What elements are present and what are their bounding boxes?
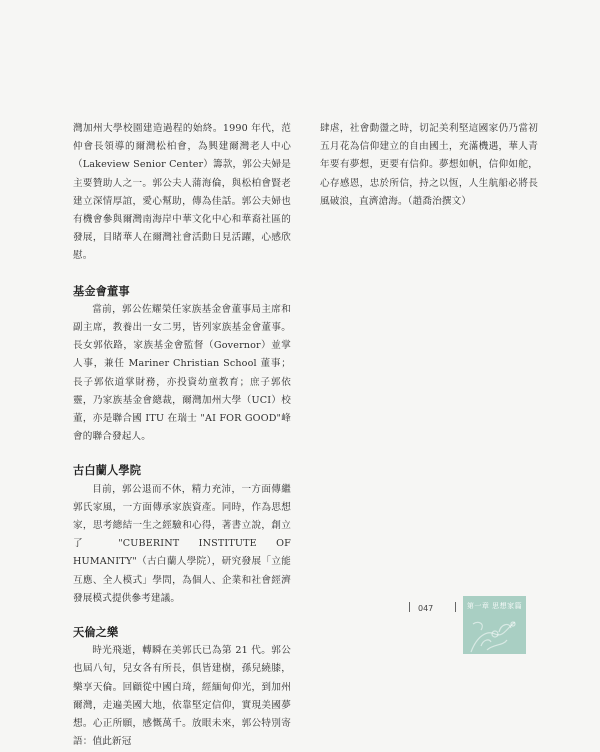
section-heading: 古白蘭人學院	[73, 464, 142, 478]
section-paragraph: 時光飛逝，轉瞬在美郭氏已為第 21 代。郭公也屆八旬，兒女各有所長，俱皆建樹，孫兒繞膝，樂享天倫。回顧從中國白琦，經緬甸仰光，到加州爾灣，走遍美國大地，依靠堅定信仰，實現美國夢想。心正所願，感慨萬千。放眼未來，郭公特別寄語：值此新冠	[73, 645, 291, 748]
chapter-tab	[463, 596, 526, 654]
section-paragraph: 當前，郭公佐耀榮任家族基金會董事局主席和副主席，教養出一女二男，皆列家族基金會董事。長女郭依路，家族基金會監督（Governor）並掌人事，兼任 Mariner Christian School 董事；長子郭依道掌財務，亦投資幼童教育；庶子郭依靈，乃家族基金會總裁，爾灣加州大學（UCI）校董，亦是聯合國 ITU 在瑞士 "AI FOR GOOD"峰會的聯合發起人。	[73, 303, 291, 443]
divider	[455, 602, 456, 612]
continuation-paragraph: 肆虐，社會動盪之時，切記美利堅這國家仍乃當初五月花為信仰建立的自由國土，充滿機遇，華人青年要有夢想，更要有信仰。夢想如帆，信仰如舵，心存感恩，忠於所信，持之以恆，人生航船必將長風破浪，直濟滄海。（趙喬治撰文）	[320, 123, 538, 207]
right-column	[320, 120, 538, 211]
floral-ornament-icon	[463, 612, 526, 654]
section-heading: 基金會董事	[73, 284, 130, 298]
intro-paragraph: 灣加州大學校園建造過程的始終。1990 年代，范仲會長領導的爾灣松柏會，為興建爾灣老人中心（Lakeview Senior Center）籌款，郭公夫婦是主要贊助人之一。郭公夫人蒲海倫，與松柏會賢老建立深情厚誼，愛心幫助，傳為佳話。郭公夫婦也有機會參與爾灣南海岸中華文化中心和華裔社區的發展，目睹華人在爾灣社會活動日見活躍，心感欣慰。	[73, 123, 291, 262]
divider	[409, 602, 410, 612]
page-number: 047	[418, 604, 434, 613]
section-paragraph: 目前，郭公退而不休，精力充沛，一方面傳繼郭氏家風，一方面傳承家族資產。同時，作為思想家，思考總結一生之經驗和心得，著書立說，創立了 "CUBERINT INSTITUTE OF HUMANITY"（古白蘭人學院），研究發展「立能互應、全人模式」學問，為個人、企業和社會經濟發展模式提供參考建議。	[73, 483, 291, 604]
section-heading: 天倫之樂	[73, 626, 119, 640]
left-column	[73, 120, 291, 752]
chapter-label: 第一章 思想家篇	[466, 602, 523, 610]
